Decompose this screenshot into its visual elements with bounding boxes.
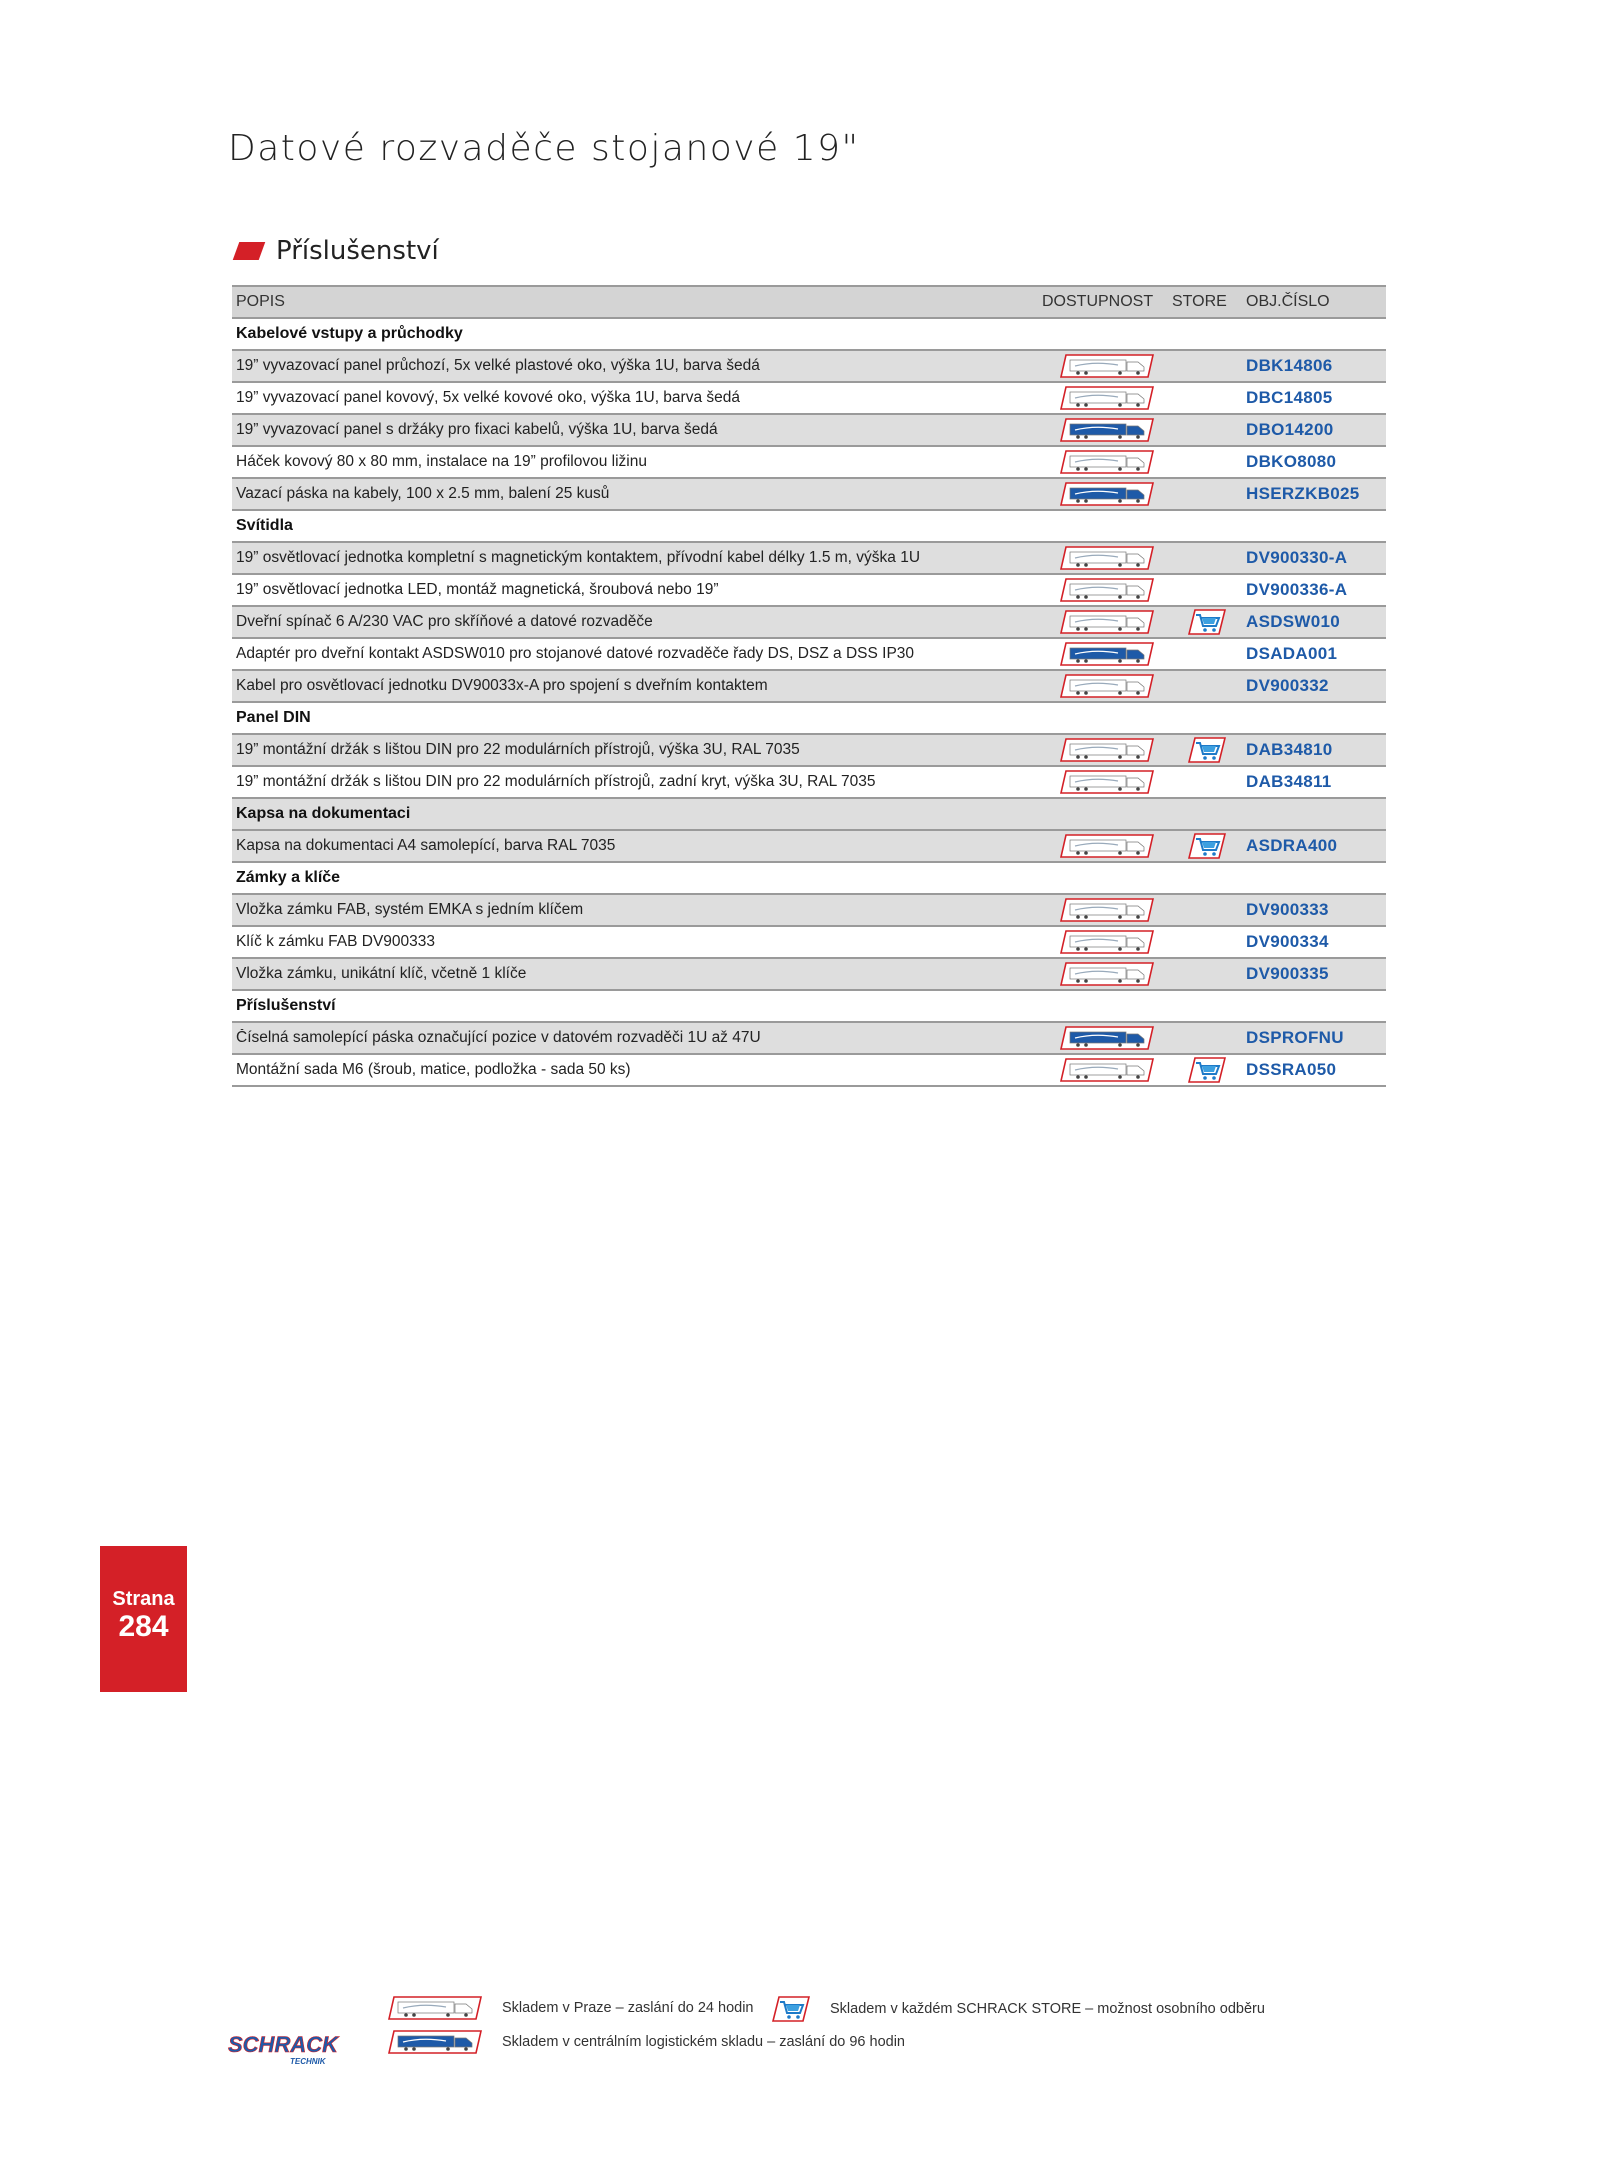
item-description: 19” montážní držák s lištou DIN pro 22 modulárních přístrojů, zadní kryt, výška 3U, RAL 7035 [236, 773, 876, 790]
blue-truck-icon [1042, 642, 1172, 666]
table-row [232, 447, 1386, 479]
white-truck-icon [1042, 1058, 1172, 1082]
order-code: ASDRA400 [1246, 836, 1338, 855]
page-number-badge [100, 1546, 187, 1692]
order-code: DBC14805 [1246, 388, 1333, 407]
shopping-cart-icon [1172, 833, 1242, 859]
order-code: DV900335 [1246, 964, 1329, 983]
section-marker-icon [233, 242, 266, 260]
white-truck-icon [388, 1996, 492, 2020]
item-description: Kapsa na dokumentaci A4 samolepící, barva RAL 7035 [236, 837, 616, 854]
item-description: Kabel pro osvětlovací jednotku DV90033x-A pro spojení s dveřním kontaktem [236, 677, 768, 694]
shopping-cart-icon [1172, 1057, 1242, 1083]
shopping-cart-icon [772, 1996, 820, 2022]
order-code: DV900336-A [1246, 580, 1348, 599]
white-truck-icon [1042, 930, 1172, 954]
header-code: OBJ.ČÍSLO [1246, 293, 1330, 310]
table-row [232, 479, 1386, 511]
white-truck-icon [1042, 738, 1172, 762]
table-row [232, 959, 1386, 991]
page-title: Datové rozvaděče stojanové 19" [228, 128, 860, 169]
table-row [232, 735, 1386, 767]
order-code: DBO14200 [1246, 420, 1334, 439]
section-title: Příslušenství [276, 236, 439, 266]
white-truck-icon [1042, 962, 1172, 986]
page-label: Strana [112, 1588, 175, 1610]
item-description: Vložka zámku, unikátní klíč, včetně 1 klíče [236, 965, 527, 982]
table-row [232, 607, 1386, 639]
table-row [232, 543, 1386, 575]
table-header [232, 285, 1386, 319]
order-code: DBK14806 [1246, 356, 1333, 375]
order-code: DV900332 [1246, 676, 1329, 695]
group-label: Panel DIN [236, 709, 311, 726]
item-description: 19” montážní držák s lištou DIN pro 22 modulárních přístrojů, výška 3U, RAL 7035 [236, 741, 800, 758]
accessories-table [232, 285, 1386, 1087]
white-truck-icon [1042, 770, 1172, 794]
item-description: Vložka zámku FAB, systém EMKA s jedním klíčem [236, 901, 584, 918]
legend-store-text: Skladem v každém SCHRACK STORE – možnost osobního odběru [830, 2001, 1265, 2017]
white-truck-icon [1042, 898, 1172, 922]
logo-sub: TECHNIK [290, 2057, 326, 2066]
table-row [232, 1055, 1386, 1087]
blue-truck-icon [1042, 482, 1172, 506]
white-truck-icon [1042, 450, 1172, 474]
order-code: HSERZKB025 [1246, 484, 1360, 503]
white-truck-icon [1042, 354, 1172, 378]
item-description: 19” osvětlovací jednotka LED, montáž magnetická, šroubová nebo 19” [236, 581, 719, 598]
schrack-logo [224, 2028, 352, 2068]
white-truck-icon [1042, 578, 1172, 602]
table-row [232, 927, 1386, 959]
table-row [232, 351, 1386, 383]
item-description: Háček kovový 80 x 80 mm, instalace na 19” profilovou ližinu [236, 453, 647, 470]
white-truck-icon [1042, 674, 1172, 698]
group-label: Svítidla [236, 517, 293, 534]
section-heading [232, 236, 439, 266]
header-store: STORE [1172, 293, 1227, 310]
item-description: Klíč k zámku FAB DV900333 [236, 933, 436, 950]
page-number: 284 [118, 1610, 169, 1643]
order-code: DSADA001 [1246, 644, 1338, 663]
table-group-row [232, 511, 1386, 543]
table-row [232, 575, 1386, 607]
blue-truck-icon [1042, 418, 1172, 442]
table-group-row [232, 799, 1386, 831]
group-label: Kabelové vstupy a průchodky [236, 325, 463, 342]
header-desc: POPIS [236, 293, 285, 310]
table-body [232, 319, 1386, 1087]
item-description: Dveřní spínač 6 A/230 VAC pro skříňové a datové rozvaděče [236, 613, 653, 630]
table-row [232, 639, 1386, 671]
group-label: Zámky a klíče [236, 869, 341, 886]
group-label: Příslušenství [236, 997, 336, 1014]
order-code: ASDSW010 [1246, 612, 1341, 631]
order-code: DSSRA050 [1246, 1060, 1337, 1079]
legend-store [772, 1996, 1265, 2022]
table-row [232, 767, 1386, 799]
order-code: DSPROFNU [1246, 1028, 1344, 1047]
order-code: DV900334 [1246, 932, 1329, 951]
table-group-row [232, 863, 1386, 895]
item-description: 19” vyvazovací panel průchozí, 5x velké plastové oko, výška 1U, barva šedá [236, 357, 760, 374]
header-availability: DOSTUPNOST [1042, 293, 1154, 310]
legend-prague-text: Skladem v Praze – zaslání do 24 hodin [502, 2000, 754, 2016]
table-row [232, 831, 1386, 863]
item-description: Montážní sada M6 (šroub, matice, podložka - sada 50 ks) [236, 1061, 631, 1078]
white-truck-icon [1042, 386, 1172, 410]
item-description: Číselná samolepící páska označující pozice v datovém rozvaděči 1U až 47U [236, 1029, 761, 1046]
table-group-row [232, 991, 1386, 1023]
legend-central [388, 2030, 905, 2054]
item-description: 19” vyvazovací panel kovový, 5x velké kovové oko, výška 1U, barva šedá [236, 389, 740, 406]
blue-truck-icon [1042, 1026, 1172, 1050]
order-code: DAB34811 [1246, 772, 1332, 791]
white-truck-icon [1042, 546, 1172, 570]
table-row [232, 1023, 1386, 1055]
table-row [232, 671, 1386, 703]
table-row [232, 895, 1386, 927]
group-label: Kapsa na dokumentaci [236, 805, 411, 822]
legend-prague [388, 1996, 753, 2020]
order-code: DV900330-A [1246, 548, 1348, 567]
order-code: DV900333 [1246, 900, 1329, 919]
table-group-row [232, 703, 1386, 735]
item-description: 19” vyvazovací panel s držáky pro fixaci kabelů, výška 1U, barva šedá [236, 421, 718, 438]
white-truck-icon [1042, 610, 1172, 634]
item-description: 19” osvětlovací jednotka kompletní s magnetickým kontaktem, přívodní kabel délky 1.5 m, výška 1U [236, 549, 921, 566]
item-description: Adaptér pro dveřní kontakt ASDSW010 pro stojanové datové rozvaděče řady DS, DSZ a DSS IP30 [236, 645, 915, 662]
item-description: Vazací páska na kabely, 100 x 2.5 mm, balení 25 kusů [236, 485, 610, 502]
table-group-row [232, 319, 1386, 351]
shopping-cart-icon [1172, 609, 1242, 635]
table-row [232, 383, 1386, 415]
shopping-cart-icon [1172, 737, 1242, 763]
blue-truck-icon [388, 2030, 492, 2054]
table-row [232, 415, 1386, 447]
order-code: DBKO8080 [1246, 452, 1337, 471]
legend-central-text: Skladem v centrálním logistickém skladu – zaslání do 96 hodin [502, 2034, 905, 2050]
logo-brand: SCHRACK [228, 2032, 338, 2057]
white-truck-icon [1042, 834, 1172, 858]
order-code: DAB34810 [1246, 740, 1333, 759]
